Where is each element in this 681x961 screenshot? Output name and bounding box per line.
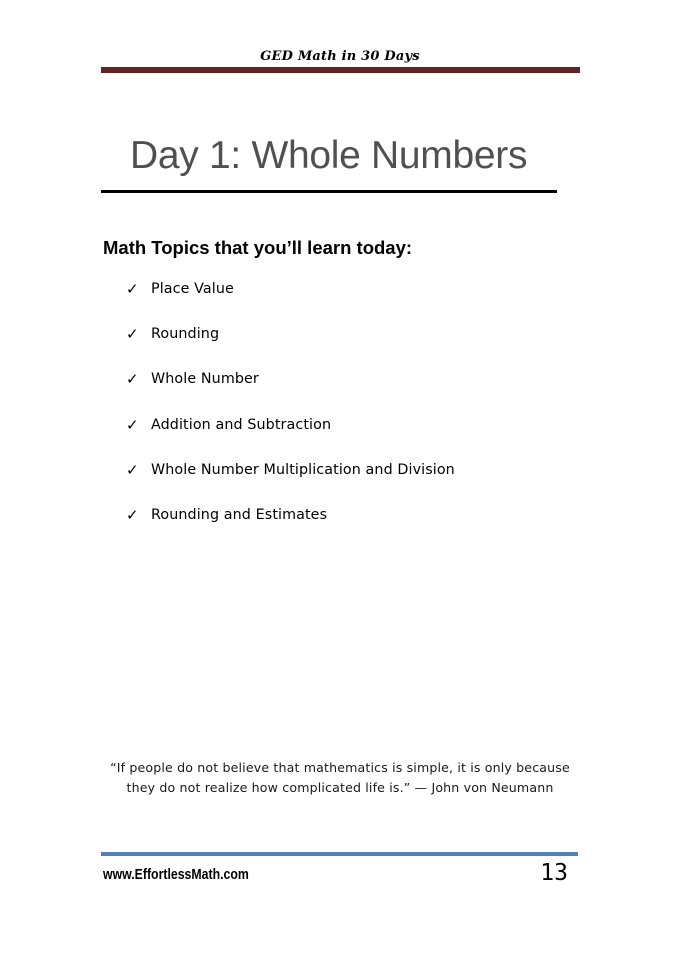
- topic-label: Place Value: [151, 281, 234, 297]
- quote-line-2: they do not realize how complicated life is.” — John von Neumann: [126, 779, 554, 795]
- checkmark-icon: ✓: [126, 370, 139, 389]
- checkmark-icon: ✓: [126, 505, 139, 524]
- topic-label: Rounding: [151, 326, 220, 343]
- header-rule: [101, 67, 580, 73]
- quote-line-1: “If people do not believe that mathematics is simple, it is only because: [110, 760, 570, 775]
- list-item: [126, 415, 455, 460]
- topic-label: Addition and Subtraction: [151, 416, 332, 433]
- topic-label: Whole Number: [151, 371, 259, 388]
- running-header-title: GED Math in 30 Days: [260, 49, 420, 64]
- list-item: [126, 369, 455, 414]
- page-number: 13: [540, 860, 568, 886]
- title-underline: [101, 190, 557, 193]
- quote-block: [100, 758, 580, 797]
- footer-rule: [101, 852, 578, 856]
- topics-heading: Math Topics that you’ll learn today:: [103, 237, 413, 258]
- list-item: [126, 460, 455, 505]
- topic-label: Rounding and Estimates: [151, 506, 328, 523]
- chapter-title: Day 1: Whole Numbers: [130, 134, 528, 177]
- list-item: [126, 279, 455, 324]
- topic-label: Whole Number Multiplication and Division: [151, 461, 455, 478]
- list-item: [126, 324, 455, 369]
- checkmark-icon: ✓: [126, 280, 139, 298]
- checkmark-icon: ✓: [126, 325, 139, 344]
- checkmark-icon: ✓: [126, 460, 139, 479]
- footer-website: www.EffortlessMath.com: [103, 866, 249, 883]
- list-item: [126, 505, 455, 550]
- checkmark-icon: ✓: [126, 415, 139, 434]
- topic-list: [126, 279, 455, 550]
